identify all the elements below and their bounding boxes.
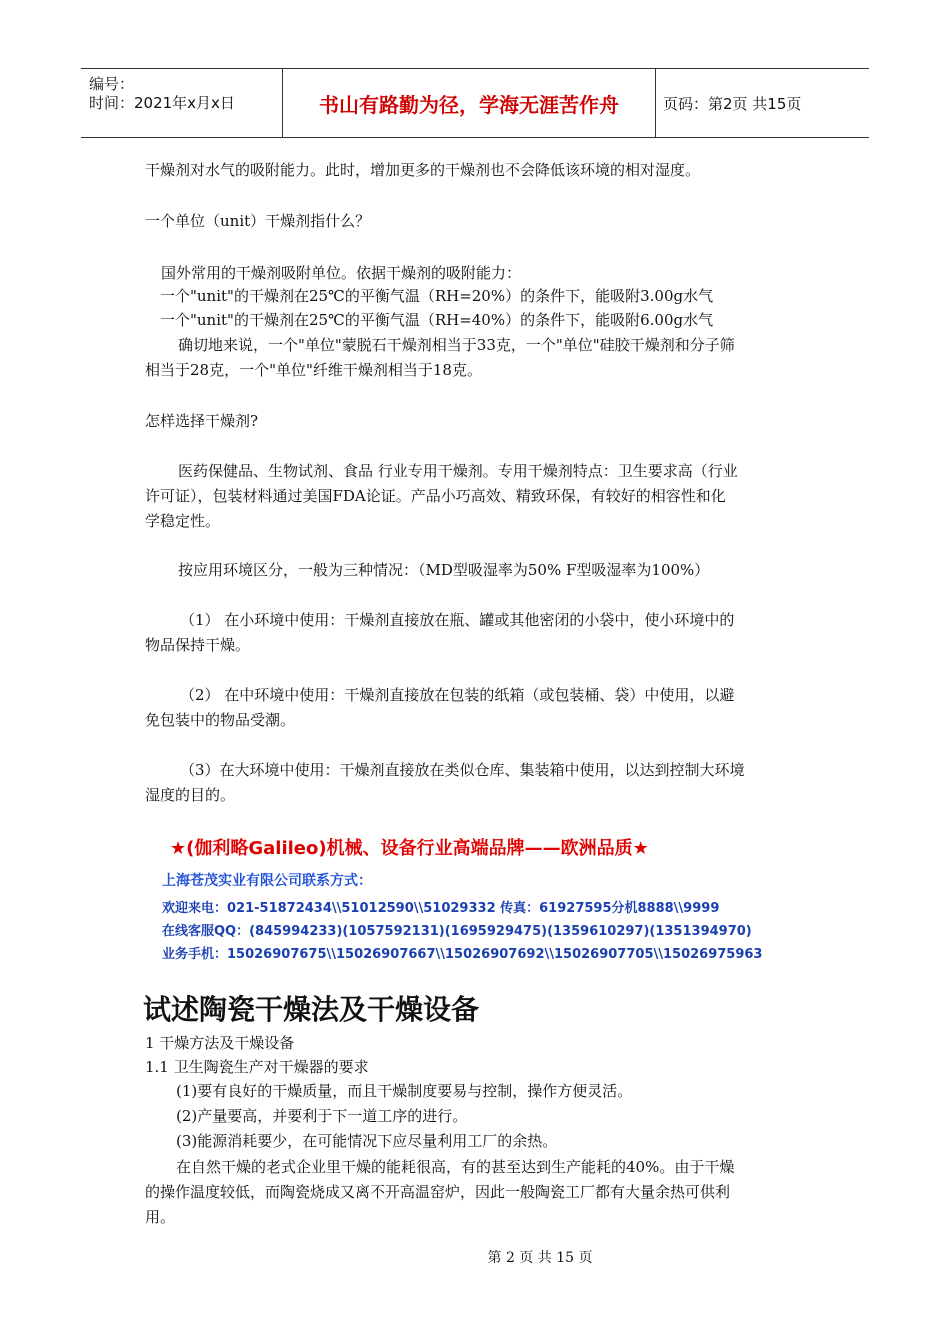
header-divider	[655, 69, 656, 137]
list-item: (3)能源消耗要少，在可能情况下应尽量利用工厂的余热。	[176, 1132, 558, 1150]
paragraph: 在自然干燥的老式企业里干燥的能耗很高，有的甚至达到生产能耗的40%。由于干燥	[176, 1158, 735, 1176]
page-footer	[0, 1247, 950, 1267]
number-label: 编号：	[89, 75, 135, 93]
paragraph: 确切地来说，一个"单位"蒙脱石干燥剂相当于33克，一个"单位"硅胶干燥剂和分子筛	[178, 336, 735, 354]
ad-mobile: 业务手机：15026907675\\15026907667\\15026907692\\15026907705\\15026975963	[162, 947, 763, 962]
page-header	[81, 68, 869, 138]
time-label: 时间：2021年x月x日	[89, 94, 235, 112]
paragraph: 用。	[145, 1208, 176, 1226]
paragraph: 按应用环境区分，一般为三种情况：（MD型吸湿率为50% F型吸湿率为100%）	[178, 561, 710, 579]
paragraph: （1） 在小环境中使用：干燥剂直接放在瓶、罐或其他密闭的小袋中，使小环境中的	[180, 611, 735, 629]
subheading: 1.1 卫生陶瓷生产对干燥器的要求	[145, 1058, 369, 1076]
question-heading: 怎样选择干燥剂?	[145, 412, 259, 430]
paragraph: 物品保持干燥。	[145, 636, 251, 654]
paragraph: （3）在大环境中使用：干燥剂直接放在类似仓库、集装箱中使用，以达到控制大环境	[180, 761, 745, 779]
paragraph: 免包装中的物品受潮。	[145, 711, 296, 729]
paragraph: 一个"unit"的干燥剂在25℃的平衡气温（RH=20%）的条件下，能吸附3.00g水气	[160, 287, 714, 305]
list-item: (2)产量要高，并要利于下一道工序的进行。	[176, 1107, 468, 1125]
ad-phone: 欢迎来电：021-51872434\\51012590\\51029332 传真：61927595分机8888\\9999	[162, 901, 720, 916]
paragraph: 一个"unit"的干燥剂在25℃的平衡气温（RH=40%）的条件下，能吸附6.00g水气	[160, 311, 714, 329]
paragraph: 学稳定性。	[145, 512, 221, 530]
paragraph: （2） 在中环境中使用：干燥剂直接放在包装的纸箱（或包装桶、袋）中使用，以避	[180, 686, 735, 704]
paragraph: 湿度的目的。	[145, 786, 236, 804]
header-meta	[81, 69, 281, 137]
ad-company: 上海苍茂实业有限公司联系方式：	[162, 873, 372, 889]
question-heading: 一个单位（unit）干燥剂指什么？	[145, 212, 371, 230]
ad-qq: 在线客服QQ：(845994233)(1057592131)(1695929475)(1359610297)(1351394970)	[162, 924, 752, 939]
subheading: 1 干燥方法及干燥设备	[145, 1034, 295, 1052]
ad-title: ★(伽利略Galileo)机械、设备行业高端品牌——欧洲品质★	[170, 838, 649, 859]
section-heading: 试述陶瓷干燥法及干燥设备	[143, 993, 480, 1026]
header-page-info: 页码：第2页 共15页	[663, 94, 802, 113]
paragraph: 相当于28克，一个"单位"纤维干燥剂相当于18克。	[145, 361, 482, 379]
paragraph: 的操作温度较低，而陶瓷烧成又离不开高温窑炉，因此一般陶瓷工厂都有大量余热可供利	[145, 1183, 731, 1201]
paragraph: 干燥剂对水气的吸附能力。此时，增加更多的干燥剂也不会降低该环境的相对湿度。	[145, 161, 701, 179]
paragraph: 许可证），包装材料通过美国FDA论证。产品小巧高效、精致环保，有较好的相容性和化	[145, 487, 726, 505]
footer-page-number: 第 2 页 共 15 页	[487, 1250, 593, 1266]
paragraph: 国外常用的干燥剂吸附单位。依据干燥剂的吸附能力：	[161, 264, 522, 282]
list-item: (1)要有良好的干燥质量，而且干燥制度要易与控制，操作方便灵活。	[176, 1082, 633, 1100]
paragraph: 医药保健品、生物试剂、食品 行业专用干燥剂。专用干燥剂特点：卫生要求高（行业	[178, 462, 738, 480]
header-motto: 书山有路勤为径，学海无涯苦作舟	[319, 92, 619, 117]
